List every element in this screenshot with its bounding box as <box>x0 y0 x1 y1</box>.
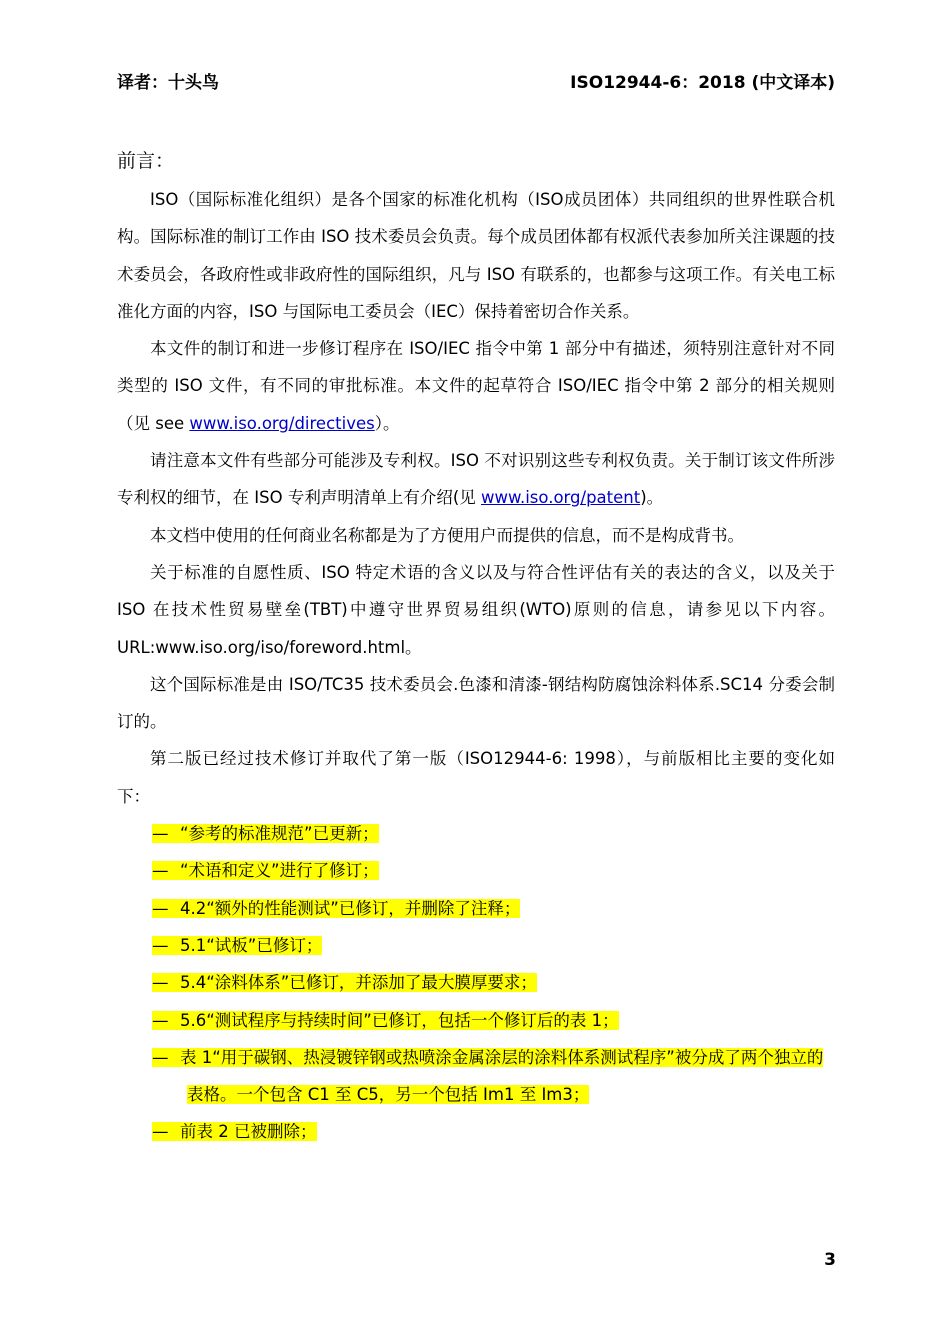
change-text: 5.1“试板”已修订； <box>180 935 323 955</box>
patent-link[interactable]: www.iso.org/patent <box>481 488 641 508</box>
dash-marker: — <box>152 1047 169 1067</box>
dash-marker: — <box>152 935 169 955</box>
directives-link[interactable]: www.iso.org/directives <box>189 413 375 433</box>
paragraph: 这个国际标准是由 ISO/TC35 技术委员会.色漆和清漆-钢结构防腐蚀涂料体系.SC14 分委会制订的。 <box>117 674 835 732</box>
dash-marker: — <box>152 1122 169 1142</box>
dash-marker: — <box>152 861 169 881</box>
change-text: 5.4“涂料体系”已修订，并添加了最大膜厚要求； <box>180 973 537 993</box>
paragraph: 关于标准的自愿性质、ISO 特定术语的含义以及与符合性评估有关的表达的含义，以及关于 ISO 在技术性贸易壁垒(TBT)中遵守世界贸易组织(WTO)原则的信息，请参见以下内容。URL:www.iso.org/iso/foreword.html。 <box>117 562 835 657</box>
change-text: “参考的标准规范”已更新； <box>180 824 379 844</box>
paragraph-text: 请注意本文件有些部分可能涉及专利权。ISO 不对识别这些专利权负责。关于制订该文件所涉专利权的细节，在 ISO 专利声明清单上有介绍(见 <box>117 451 835 508</box>
foreword-heading: 前言： <box>117 150 175 172</box>
changes-list <box>117 815 835 1151</box>
translator-label: 译者：十头鸟 <box>117 73 219 93</box>
change-text: 前表 2 已被删除； <box>180 1122 317 1142</box>
paragraph: ISO（国际标准化组织）是各个国家的标准化机构（ISO成员团体）共同组织的世界性联合机构。国际标准的制订工作由 ISO 技术委员会负责。每个成员团体都有权派代表参加所关注课题的技术委员会，各政府性或非政府性的国际组织，凡与 ISO 有联系的，也都参与这项工作。有关电工标准化方面的内容，ISO 与国际电工委员会（IEC）保持着密切合作关系。 <box>117 190 835 321</box>
change-text: 表 1“用于碳钢、热浸镀锌钢或热喷涂金属涂层的涂料体系测试程序”被分成了两个独立的表格。一个包含 C1 至 C5，另一个包括 Im1 至 Im3； <box>180 1047 824 1105</box>
paragraph-text: 本文件的制订和进一步修订程序在 ISO/IEC 指令中第 1 部分中有描述，须特别注意针对不同类型的 ISO 文件，有不同的审批标准。本文件的起草符合 ISO/IEC 指令中第 2 部分的相关规则（见 see <box>117 339 835 433</box>
list-item <box>117 815 835 852</box>
list-item <box>117 927 835 964</box>
list-item <box>117 964 835 1001</box>
change-text: 4.2“额外的性能测试”已修订，并删除了注释； <box>180 898 521 918</box>
paragraph-text: ）。 <box>374 413 400 433</box>
page-number: 3 <box>824 1250 836 1270</box>
list-item <box>117 1039 835 1114</box>
paragraph: 第二版已经过技术修订并取代了第一版（ISO12944-6: 1998），与前版相比主要的变化如下： <box>117 749 835 806</box>
paragraph: 本文档中使用的任何商业名称都是为了方便用户而提供的信息，而不是构成背书。 <box>150 525 744 545</box>
paragraph <box>117 330 835 442</box>
paragraph <box>117 442 835 517</box>
foreword-body <box>117 181 835 1151</box>
dash-marker: — <box>152 898 169 918</box>
dash-marker: — <box>152 1010 169 1030</box>
list-item <box>117 852 835 889</box>
document-id: ISO12944-6：2018 (中文译本) <box>570 73 835 93</box>
list-item <box>117 1002 835 1039</box>
change-text: “术语和定义”进行了修订； <box>180 861 379 881</box>
list-item <box>117 1113 835 1150</box>
dash-marker: — <box>152 824 169 844</box>
change-text: 5.6“测试程序与持续时间”已修订，包括一个修订后的表 1； <box>180 1010 619 1030</box>
dash-marker: — <box>152 973 169 993</box>
page-header <box>117 68 835 96</box>
paragraph-text: )。 <box>640 488 664 508</box>
list-item <box>117 890 835 927</box>
